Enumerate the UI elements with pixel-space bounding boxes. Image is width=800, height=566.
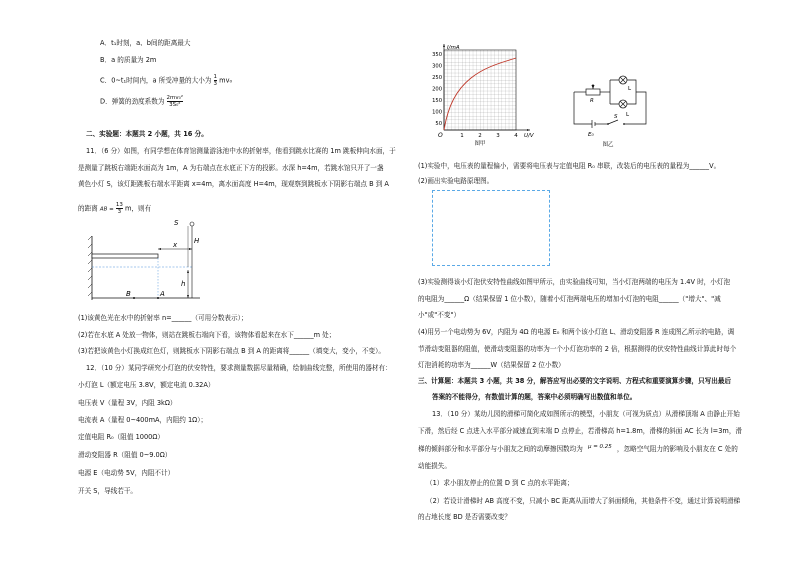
q12-sub4-line3: 灯泡消耗的功率为______W（结果保留 2 位小数）	[418, 361, 565, 369]
graph-ylabel: I/mA	[447, 45, 460, 51]
graph-xlabel: U/V	[524, 133, 534, 139]
q11-ab-label: AB =	[99, 206, 114, 213]
choice-d	[100, 95, 183, 108]
section2-title: 二、实验题：本题共 2 小题，共 16 分。	[86, 130, 208, 138]
choice-d-text: D．弹簧的劲度系数为	[100, 97, 165, 106]
choice-d-frac-den: 3S₀²	[169, 102, 181, 108]
q11-line2: 是测量了跳板右端距水面高为 1m，A 为右端点在水底正下方的投影。水深 h=4m，若跳水馆只开了一盏	[78, 164, 384, 172]
y-tick-250: 250	[432, 75, 442, 81]
choice-d-fraction	[167, 95, 184, 108]
q12-line8: 开关 S，导线若干。	[78, 487, 138, 495]
x-tick-1: 1	[460, 133, 464, 139]
fig-label-s: S	[174, 219, 179, 227]
fig-label-a: A	[160, 290, 165, 298]
q12-sub3-line2: 的电阻为______Ω（结果保留 1 位小数），随着小灯泡两端电压的增加小灯泡的电阻______（"增大"、"减	[418, 295, 721, 303]
choice-b: B．a 的质量为 2m	[100, 56, 157, 64]
q11-sub1: (1)该黄色光在水中的折射率 n=______（可用分数表示）；	[78, 314, 248, 322]
q13-line4: 动能损失。	[418, 462, 451, 470]
q11-ab-frac-den: 3	[117, 209, 122, 215]
q13-line1: 13．（10 分）某幼儿园的滑梯可简化成如图所示的模型，小朋友（可视为质点）从滑梯顶端 A 由静止开始	[432, 410, 740, 418]
q12-sub3-line1: (3)实验测得该小灯泡伏安特性曲线如图甲所示，由实验曲线可知，当小灯泡两端的电压为 1.4V 时，小灯泡	[418, 278, 731, 286]
section3-line2: 答案的不能得分，有数值计算的题，答案中必须明确写出数值和单位。	[432, 393, 637, 401]
q12-sub4-line1: (4)用另一个电动势为 6V，内阻为 4Ω 的电源 E₀ 和两个该小灯泡 L、滑动变阻器 R 连成图乙所示的电路，调	[418, 328, 735, 336]
fig-label-b: B	[126, 290, 131, 298]
q13-sub1: （1）求小朋友停止的位置 D 到 C 点的水平距离；	[426, 479, 574, 487]
choice-c-suffix: mv₀	[219, 76, 233, 85]
choice-c-text: C．0~t₁时间内，a 所受冲量的大小为	[100, 76, 212, 85]
q12-line3: 电压表 V（量程 3V，内阻 3kΩ）	[78, 399, 177, 407]
circuit-caption: 图乙	[602, 142, 614, 148]
q12-sub1: (1)实验中，电压表的量程偏小，需要将电压表与定值电阻 R₀ 串联，改装后的电压表的量程为______V。	[418, 162, 721, 170]
circuit-drawing-box	[432, 190, 550, 266]
graph-origin: O	[438, 132, 443, 139]
q12-line5: 定值电阻 R₀（阻值 1000Ω）	[78, 433, 164, 441]
q13-line2: 下滑，然后经 C 点进入水平部分减速直到末端 D 点停止，若滑梯高 h=1.8m，滑梯的斜面 AC 长为 l=3m，滑	[418, 427, 743, 435]
q12-line4: 电流表 A（量程 0~400mA，内阻约 1Ω）；	[78, 416, 208, 424]
q13-line3	[418, 445, 738, 455]
q11-sub2: (2)若在水底 A 处放一物体，则站在跳板右端向下看，该物体看起来在水下______m 处；	[78, 331, 336, 339]
y-tick-300: 300	[432, 63, 442, 70]
q13-line3-suffix: ，忽略空气阻力的影响及小朋友在 C 处的	[616, 445, 738, 453]
q11-sub3: (3)若把该黄色小灯换成红色灯，则跳板水下阴影右端点 B 到 A 的距离将______（填变大，变小，不变）。	[78, 347, 385, 355]
y-tick-200: 200	[432, 86, 442, 93]
right-column	[418, 0, 763, 566]
q12-sub3-line3: 小"或"不变"）	[418, 311, 461, 319]
x-tick-4: 4	[514, 133, 518, 139]
circuit-label-l2: L	[626, 112, 630, 118]
q11-line1: 11．（6 分）如图，有同学想在体育馆测量游泳池中水的折射率，他看到跳水比赛的 1m 跳板伸向水面，于	[86, 147, 396, 155]
q11-ab-frac-num: 13	[115, 202, 123, 208]
circuit-label-s: S	[614, 114, 618, 120]
y-tick-150: 150	[432, 98, 442, 104]
q11-ab-fraction	[116, 202, 123, 215]
graph-grid	[444, 50, 516, 130]
q12-line6: 滑动变阻器 R（阻值 0~9.0Ω）	[78, 451, 172, 459]
left-column	[78, 0, 396, 566]
section3-line1: 三、计算题：本题共 3 小题，共 38 分，解答应写出必要的文字说明、方程式和重要演算步骤，只写出最后	[418, 377, 732, 385]
q11-line4-suffix: m，则有	[125, 204, 152, 213]
pool-figure	[88, 218, 208, 302]
q12-sub4-line2: 节滑动变阻器的阻值，使滑动变阻器的功率为一个小灯泡功率的 2 倍，根据测得的伏安特性曲线计算此时每个	[418, 345, 737, 353]
fig-label-h-upper: H	[194, 237, 200, 245]
choice-c-frac-num: 1	[213, 74, 218, 80]
fig-label-x: x	[173, 241, 178, 249]
q13-sub2-line1: （2）若设计滑梯时 AB 高度不变，只减小 BC 距离从而增大了斜面倾角，其他条件不变，通过计算说明滑梯	[426, 497, 741, 505]
fig-label-h-lower: h	[181, 280, 186, 288]
circuit-diagram	[564, 70, 654, 148]
x-tick-2: 2	[478, 133, 482, 139]
choice-c	[100, 74, 232, 87]
q12-line1: 12．（10 分）某同学研究小灯泡的伏安特性，要求测量数据尽量精确，绘制曲线完整，所使用的器材有：	[86, 364, 392, 372]
circuit-label-l1: L	[628, 86, 632, 92]
choice-a: A．t₁时刻，a、b间的距离最大	[100, 39, 191, 47]
choice-c-frac-den: 3	[213, 81, 218, 87]
iv-graph	[426, 44, 538, 146]
x-tick-3: 3	[496, 133, 500, 139]
q11-line4-prefix: 的距离	[78, 204, 98, 213]
q13-sub2-line2: 的占地长度 BD 是否需要改变？	[418, 513, 511, 521]
q11-line4	[78, 202, 151, 215]
q12-line7: 电源 E（电动势 5V，内阻不计）	[78, 469, 175, 477]
q13-line3-text: 梯的倾斜部分和水平部分与小朋友之间的动摩擦因数均为	[418, 445, 583, 453]
q12-line2: 小灯泡 L（额定电压 3.8V，额定电流 0.32A）	[78, 381, 215, 389]
q11-line3: 黄色小灯 S，该灯距跳板右端水平距离 x=4m，离水面高度 H=4m，现观察到跳板水下阴影右端点 B 到 A	[78, 180, 389, 188]
circuit-label-e: E₀	[588, 132, 594, 138]
y-tick-100: 100	[432, 109, 442, 116]
q12-sub2: (2)画出实验电路原理图。	[418, 177, 494, 185]
circuit-label-r: R	[590, 98, 594, 104]
choice-d-frac-num: 2mv₀²	[166, 95, 184, 101]
y-tick-350: 350	[432, 52, 442, 58]
q13-mu: μ = 0.25	[587, 444, 612, 450]
graph-caption: 图甲	[474, 141, 486, 146]
choice-c-fraction	[214, 74, 218, 87]
y-tick-50: 50	[435, 121, 442, 127]
